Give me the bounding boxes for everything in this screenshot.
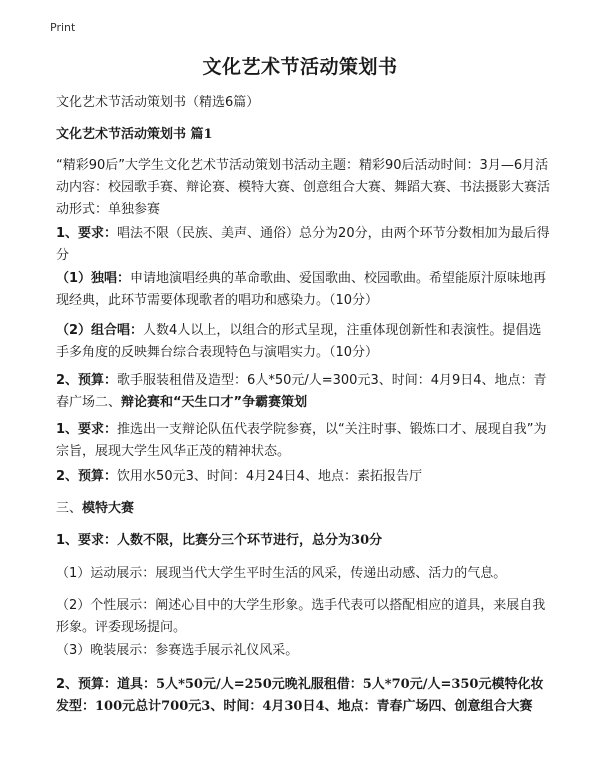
group-label: （2）组合唱： [56,323,144,338]
budget-3-label: 2、预算： [56,677,118,692]
requirement-3-text: 人数不限，比赛分三个环节进行，总分为30分 [117,533,383,548]
group-text: 人数4人以上，以组合的形式呈现，注重体现创新性和表演性。提倡选手多角度的反映舞台综合表现特色与演唱实力。（10分） [56,323,542,360]
group-paragraph [56,320,554,364]
requirement-2-text: 推选出一支辩论队伍代表学院参赛，以“关注时事、锻炼口才、展现自我”为宗旨，展现大学生风华正茂的精神状态。 [56,422,547,459]
requirement-1-text: 唱法不限（民族、美声、通俗）总分为20分，由两个环节分数相加为最后得分 [56,226,550,263]
list-item: （1）运动展示：展现当代大学生平时生活的风采，传递出动感、活力的气息。 [56,566,507,581]
print-link[interactable]: Print [50,21,76,34]
section-3-prefix: 三、 [56,501,83,516]
requirement-3-paragraph [56,530,554,552]
budget-1-text: 歌手服装租借及造型：6人*50元/人=300元3、时间：4月9日4、地点：青春广场二、 [56,373,547,410]
requirement-1-paragraph [56,223,554,267]
solo-text: 申请地演唱经典的革命歌曲、爱国歌曲、校园歌曲。希望能原汁原味地再现经典，此环节需要体现歌者的唱功和感染力。（10分） [56,271,547,308]
solo-label: （1）独唱： [56,271,131,286]
requirement-1-label: 1、要求： [56,226,118,241]
budget-3-text: 道具：5人*50元/人=250元晚礼服租借：5人*70元/人=350元模特化妆发型：100元总计700元3、时间：4月30日4、地点：青春广场四、创意组合大赛 [56,677,544,714]
budget-2-label: 2、预算： [56,469,118,484]
budget-1-bold-text: 辩论赛和“天生口才”争霸赛策划 [121,395,308,410]
requirement-2-label: 1、要求： [56,422,118,437]
section-3-title: 模特大赛 [82,501,135,516]
section-3-heading [56,498,554,520]
section-heading: 文化艺术节活动策划书 篇1 [56,127,213,142]
budget-3-paragraph [56,674,554,718]
document-title: 文化艺术节活动策划书 [202,56,398,78]
budget-1-paragraph [56,370,554,414]
budget-1-label: 2、预算： [56,373,118,388]
intro-paragraph: “精彩90后”大学生文化艺术节活动策划书活动主题：精彩90后活动时间：3月—6月活动内容：校园歌手赛、辩论赛、模特大赛、创意组合大赛、舞蹈大赛、书法摄影大赛活动形式：单独参赛 [56,158,551,217]
list-item: （2）个性展示：阐述心目中的大学生形象。选手代表可以搭配相应的道具，来展自我形象。评委现场提问。 [56,598,546,635]
list-item: （3）晚装展示：参赛选手展示礼仪风采。 [56,643,299,658]
document-subtitle: 文化艺术节活动策划书（精选6篇） [56,95,260,110]
solo-paragraph [56,268,554,312]
requirement-3-label: 1、要求： [56,533,118,548]
requirement-2-paragraph [56,419,554,463]
budget-2-paragraph [56,466,554,488]
budget-2-text: 饮用水50元3、时间：4月24日4、地点：素拓报告厅 [117,469,422,484]
